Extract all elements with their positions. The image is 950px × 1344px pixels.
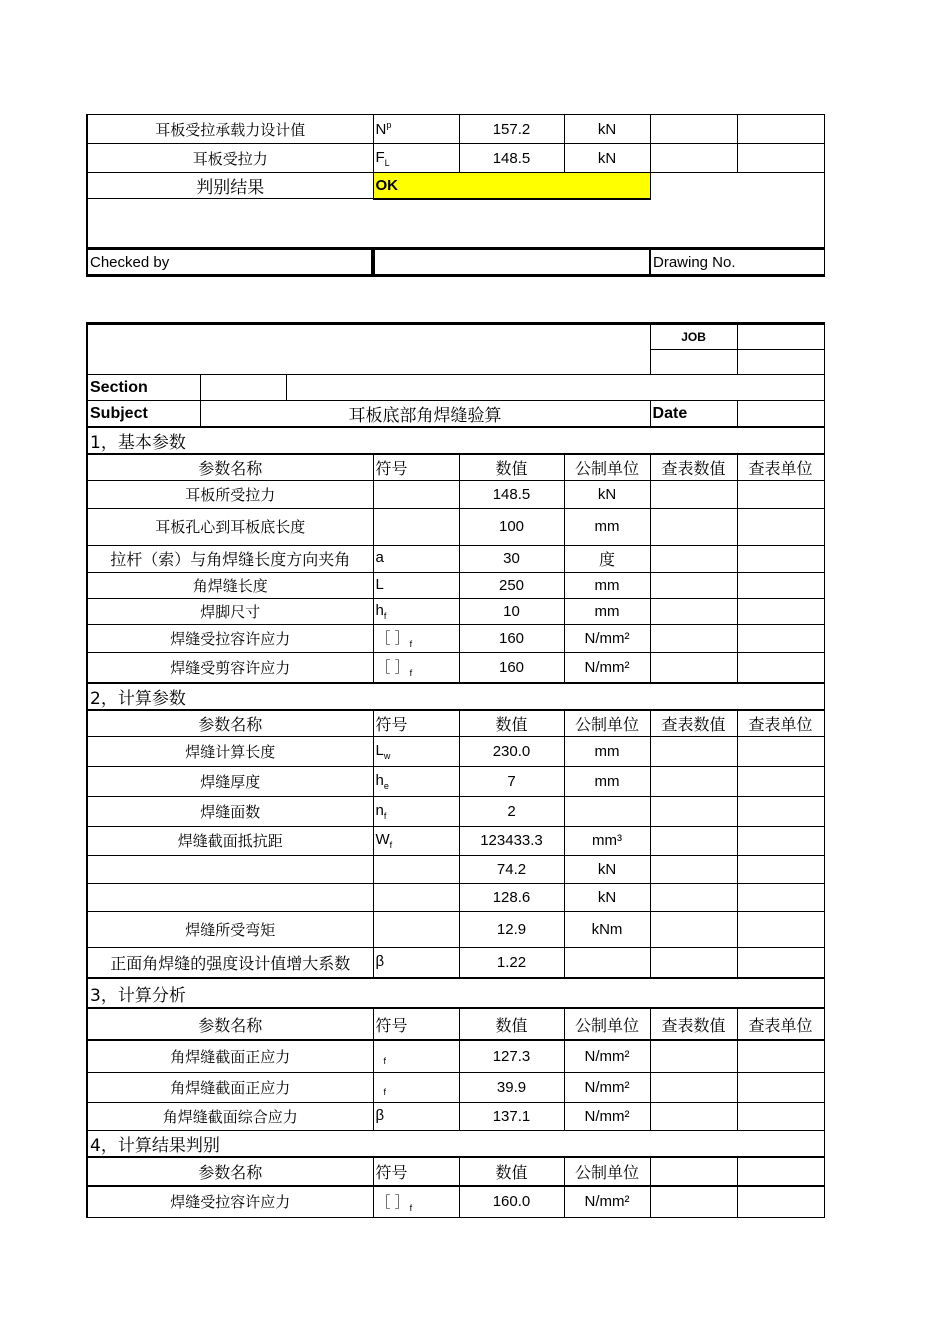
empty-cell	[737, 826, 824, 855]
header-lookup-value: 查表数值	[650, 454, 737, 480]
empty-cell	[650, 545, 737, 572]
param-value: 12.9	[459, 911, 564, 947]
param-name: 焊缝厚度	[87, 766, 373, 796]
param-symbol: $L_w$	[373, 736, 459, 766]
param-name: 耳板所受拉力	[87, 480, 373, 508]
empty-cell	[650, 947, 737, 978]
empty-cell	[737, 598, 824, 624]
param-unit: mm	[564, 572, 650, 598]
header-lookup-value: 查表数值	[650, 1008, 737, 1040]
param-unit: kN	[564, 115, 650, 144]
param-symbol	[373, 883, 459, 911]
table-row	[87, 826, 824, 855]
header-unit: 公制单位	[564, 710, 650, 736]
column-header-row	[87, 454, 824, 480]
table-row	[87, 144, 824, 173]
param-name: 焊缝面数	[87, 796, 373, 826]
param-symbol: f	[373, 1072, 459, 1102]
empty-cell	[650, 572, 737, 598]
param-unit: kN	[564, 855, 650, 883]
empty-cell	[737, 1186, 824, 1218]
empty-cell	[737, 350, 824, 375]
param-name: 正面角焊缝的强度设计值增大系数	[87, 947, 373, 978]
param-unit: mm	[564, 508, 650, 545]
header-value: 数值	[459, 1008, 564, 1040]
param-name: 焊缝受剪容许应力	[87, 652, 373, 683]
empty-cell	[737, 911, 824, 947]
param-unit: mm	[564, 598, 650, 624]
table-row	[87, 796, 824, 826]
header-symbol: 符号	[373, 454, 459, 480]
header-symbol: 符号	[373, 1157, 459, 1186]
header-lookup-unit: 查表单位	[737, 710, 824, 736]
param-symbol	[373, 855, 459, 883]
param-value: 10	[459, 598, 564, 624]
param-symbol: β	[373, 947, 459, 978]
empty-cell	[737, 855, 824, 883]
table-row	[87, 1040, 824, 1072]
param-value: 127.3	[459, 1040, 564, 1072]
table-row	[87, 766, 824, 796]
param-symbol: $W_f$	[373, 826, 459, 855]
header-unit: 公制单位	[564, 454, 650, 480]
empty-cell	[737, 1102, 824, 1130]
empty-cell	[650, 1157, 737, 1186]
header-symbol: 符号	[373, 710, 459, 736]
param-name: 拉杆（索）与角焊缝长度方向夹角	[87, 545, 373, 572]
empty-cell	[737, 883, 824, 911]
top-fragment	[86, 114, 825, 277]
param-unit	[564, 947, 650, 978]
section-row	[87, 375, 824, 401]
param-value: 148.5	[459, 480, 564, 508]
signature-row	[87, 249, 824, 276]
job-label: JOB	[650, 324, 737, 350]
header-value: 数值	[459, 710, 564, 736]
param-name: 耳板受拉力	[87, 144, 373, 173]
param-value: 160	[459, 624, 564, 652]
table-row	[87, 1186, 824, 1218]
column-header-row	[87, 1157, 824, 1186]
param-symbol: $n_f$	[373, 796, 459, 826]
param-symbol: L	[373, 572, 459, 598]
empty-cell	[737, 545, 824, 572]
empty-cell	[87, 199, 824, 249]
section-label: Section	[87, 375, 200, 401]
result-label: 判别结果	[87, 173, 373, 199]
param-unit: N/mm²	[564, 1186, 650, 1218]
table-row	[87, 947, 824, 978]
param-symbol	[373, 911, 459, 947]
empty-cell	[737, 572, 824, 598]
header-value: 数值	[459, 1157, 564, 1186]
param-symbol: ［ $]_f$	[373, 624, 459, 652]
empty-cell	[650, 1040, 737, 1072]
empty-cell	[650, 796, 737, 826]
header-unit: 公制单位	[564, 1157, 650, 1186]
table-row	[87, 1072, 824, 1102]
param-name	[87, 883, 373, 911]
empty-cell	[650, 883, 737, 911]
empty-cell	[737, 115, 824, 144]
empty-cell	[650, 624, 737, 652]
param-name: 焊缝所受弯矩	[87, 911, 373, 947]
param-name: 焊脚尺寸	[87, 598, 373, 624]
param-name: 耳板孔心到耳板底长度	[87, 508, 373, 545]
param-value: 137.1	[459, 1102, 564, 1130]
empty-cell	[650, 350, 737, 375]
empty-cell	[286, 375, 824, 401]
param-value: 157.2	[459, 115, 564, 144]
param-value: 148.5	[459, 144, 564, 173]
empty-cell	[650, 144, 737, 173]
param-value: 230.0	[459, 736, 564, 766]
param-name: 焊缝计算长度	[87, 736, 373, 766]
checked-by-label: Checked by	[87, 249, 373, 276]
param-symbol: a	[373, 545, 459, 572]
param-unit: kN	[564, 480, 650, 508]
param-symbol: $F_L$	[373, 144, 459, 173]
section-field	[200, 375, 286, 401]
column-header-row	[87, 1008, 824, 1040]
empty-cell	[650, 1102, 737, 1130]
section-title-row	[87, 978, 824, 1008]
param-unit: kN	[564, 144, 650, 173]
header-value: 数值	[459, 454, 564, 480]
empty-cell	[737, 480, 824, 508]
table-row	[87, 508, 824, 545]
column-header-row	[87, 710, 824, 736]
empty-cell	[737, 144, 824, 173]
table-row	[87, 624, 824, 652]
empty-cell	[737, 324, 824, 350]
section-title-row	[87, 683, 824, 710]
param-unit: N/mm²	[564, 652, 650, 683]
empty-cell	[650, 736, 737, 766]
param-name: 角焊缝长度	[87, 572, 373, 598]
subject-label: Subject	[87, 401, 200, 427]
header-row	[87, 324, 824, 350]
table-row	[87, 855, 824, 883]
param-value: 160.0	[459, 1186, 564, 1218]
param-name: 角焊缝截面正应力	[87, 1040, 373, 1072]
empty-cell	[737, 1157, 824, 1186]
result-value: OK	[373, 173, 650, 199]
table-row	[87, 480, 824, 508]
param-symbol: $N^p$	[373, 115, 459, 144]
param-value: 123433.3	[459, 826, 564, 855]
empty-cell	[650, 173, 824, 199]
param-symbol: ［ $]_f$	[373, 652, 459, 683]
param-name: 角焊缝截面正应力	[87, 1072, 373, 1102]
param-symbol: ［ $]_f$	[373, 1186, 459, 1218]
section-4-title: 4，计算结果判别	[87, 1130, 824, 1157]
param-value: 74.2	[459, 855, 564, 883]
empty-cell	[650, 480, 737, 508]
header-lookup-value: 查表数值	[650, 710, 737, 736]
param-value: 1.22	[459, 947, 564, 978]
empty-cell	[737, 1040, 824, 1072]
header-symbol: 符号	[373, 1008, 459, 1040]
date-label: Date	[650, 401, 737, 427]
empty-cell	[737, 796, 824, 826]
param-value: 160	[459, 652, 564, 683]
header-param-name: 参数名称	[87, 1157, 373, 1186]
empty-cell	[650, 826, 737, 855]
param-value: 7	[459, 766, 564, 796]
header-param-name: 参数名称	[87, 1008, 373, 1040]
param-unit: 度	[564, 545, 650, 572]
param-name: 焊缝受拉容许应力	[87, 1186, 373, 1218]
calc-sheet	[86, 322, 825, 1218]
param-value: 128.6	[459, 883, 564, 911]
drawing-no-label: Drawing No.	[650, 249, 824, 276]
table-row	[87, 572, 824, 598]
param-symbol	[373, 480, 459, 508]
empty-cell	[650, 855, 737, 883]
header-lookup-unit: 查表单位	[737, 1008, 824, 1040]
empty-cell	[650, 652, 737, 683]
empty-cell	[650, 1072, 737, 1102]
param-unit: kNm	[564, 911, 650, 947]
empty-cell	[737, 652, 824, 683]
result-row	[87, 173, 824, 199]
param-symbol: β	[373, 1102, 459, 1130]
param-name: 焊缝受拉容许应力	[87, 624, 373, 652]
header-lookup-unit: 查表单位	[737, 454, 824, 480]
param-unit: kN	[564, 883, 650, 911]
empty-cell	[737, 624, 824, 652]
param-symbol: $h_f$	[373, 598, 459, 624]
table-row	[87, 736, 824, 766]
param-name: 焊缝截面抵抗距	[87, 826, 373, 855]
param-value: 100	[459, 508, 564, 545]
empty-cell	[737, 508, 824, 545]
param-unit: N/mm²	[564, 1072, 650, 1102]
empty-cell	[650, 508, 737, 545]
param-name: 角焊缝截面综合应力	[87, 1102, 373, 1130]
table-row	[87, 545, 824, 572]
section-3-title: 3，计算分析	[87, 978, 824, 1008]
date-field	[737, 401, 824, 427]
param-unit: mm³	[564, 826, 650, 855]
blank-row	[87, 199, 824, 249]
param-name: 耳板受拉承载力设计值	[87, 115, 373, 144]
param-value: 250	[459, 572, 564, 598]
header-param-name: 参数名称	[87, 710, 373, 736]
empty-cell	[650, 766, 737, 796]
section-title-row	[87, 428, 824, 455]
param-unit: N/mm²	[564, 1040, 650, 1072]
table-row	[87, 598, 824, 624]
table-row	[87, 1102, 824, 1130]
section-title-row	[87, 1130, 824, 1157]
section-1-title: 1，基本参数	[87, 428, 824, 455]
empty-cell	[737, 766, 824, 796]
param-unit: mm	[564, 736, 650, 766]
param-value: 30	[459, 545, 564, 572]
param-symbol: $h_e$	[373, 766, 459, 796]
empty-cell	[737, 1072, 824, 1102]
empty-cell	[650, 115, 737, 144]
param-unit: N/mm²	[564, 624, 650, 652]
param-symbol: f	[373, 1040, 459, 1072]
empty-cell	[737, 947, 824, 978]
header-blank	[87, 324, 650, 375]
param-value: 2	[459, 796, 564, 826]
empty-cell	[650, 598, 737, 624]
header-unit: 公制单位	[564, 1008, 650, 1040]
empty-cell	[737, 736, 824, 766]
param-symbol	[373, 508, 459, 545]
subject-value: 耳板底部角焊缝验算	[200, 401, 650, 427]
table-row	[87, 652, 824, 683]
param-unit	[564, 796, 650, 826]
param-unit: mm	[564, 766, 650, 796]
param-unit: N/mm²	[564, 1102, 650, 1130]
section-2-title: 2，计算参数	[87, 683, 824, 710]
param-value: 39.9	[459, 1072, 564, 1102]
empty-cell	[650, 911, 737, 947]
param-name	[87, 855, 373, 883]
header-param-name: 参数名称	[87, 454, 373, 480]
table-row	[87, 883, 824, 911]
table-row	[87, 115, 824, 144]
empty-cell	[650, 1186, 737, 1218]
table-row	[87, 911, 824, 947]
checked-by-field	[373, 249, 650, 276]
subject-row	[87, 401, 824, 427]
